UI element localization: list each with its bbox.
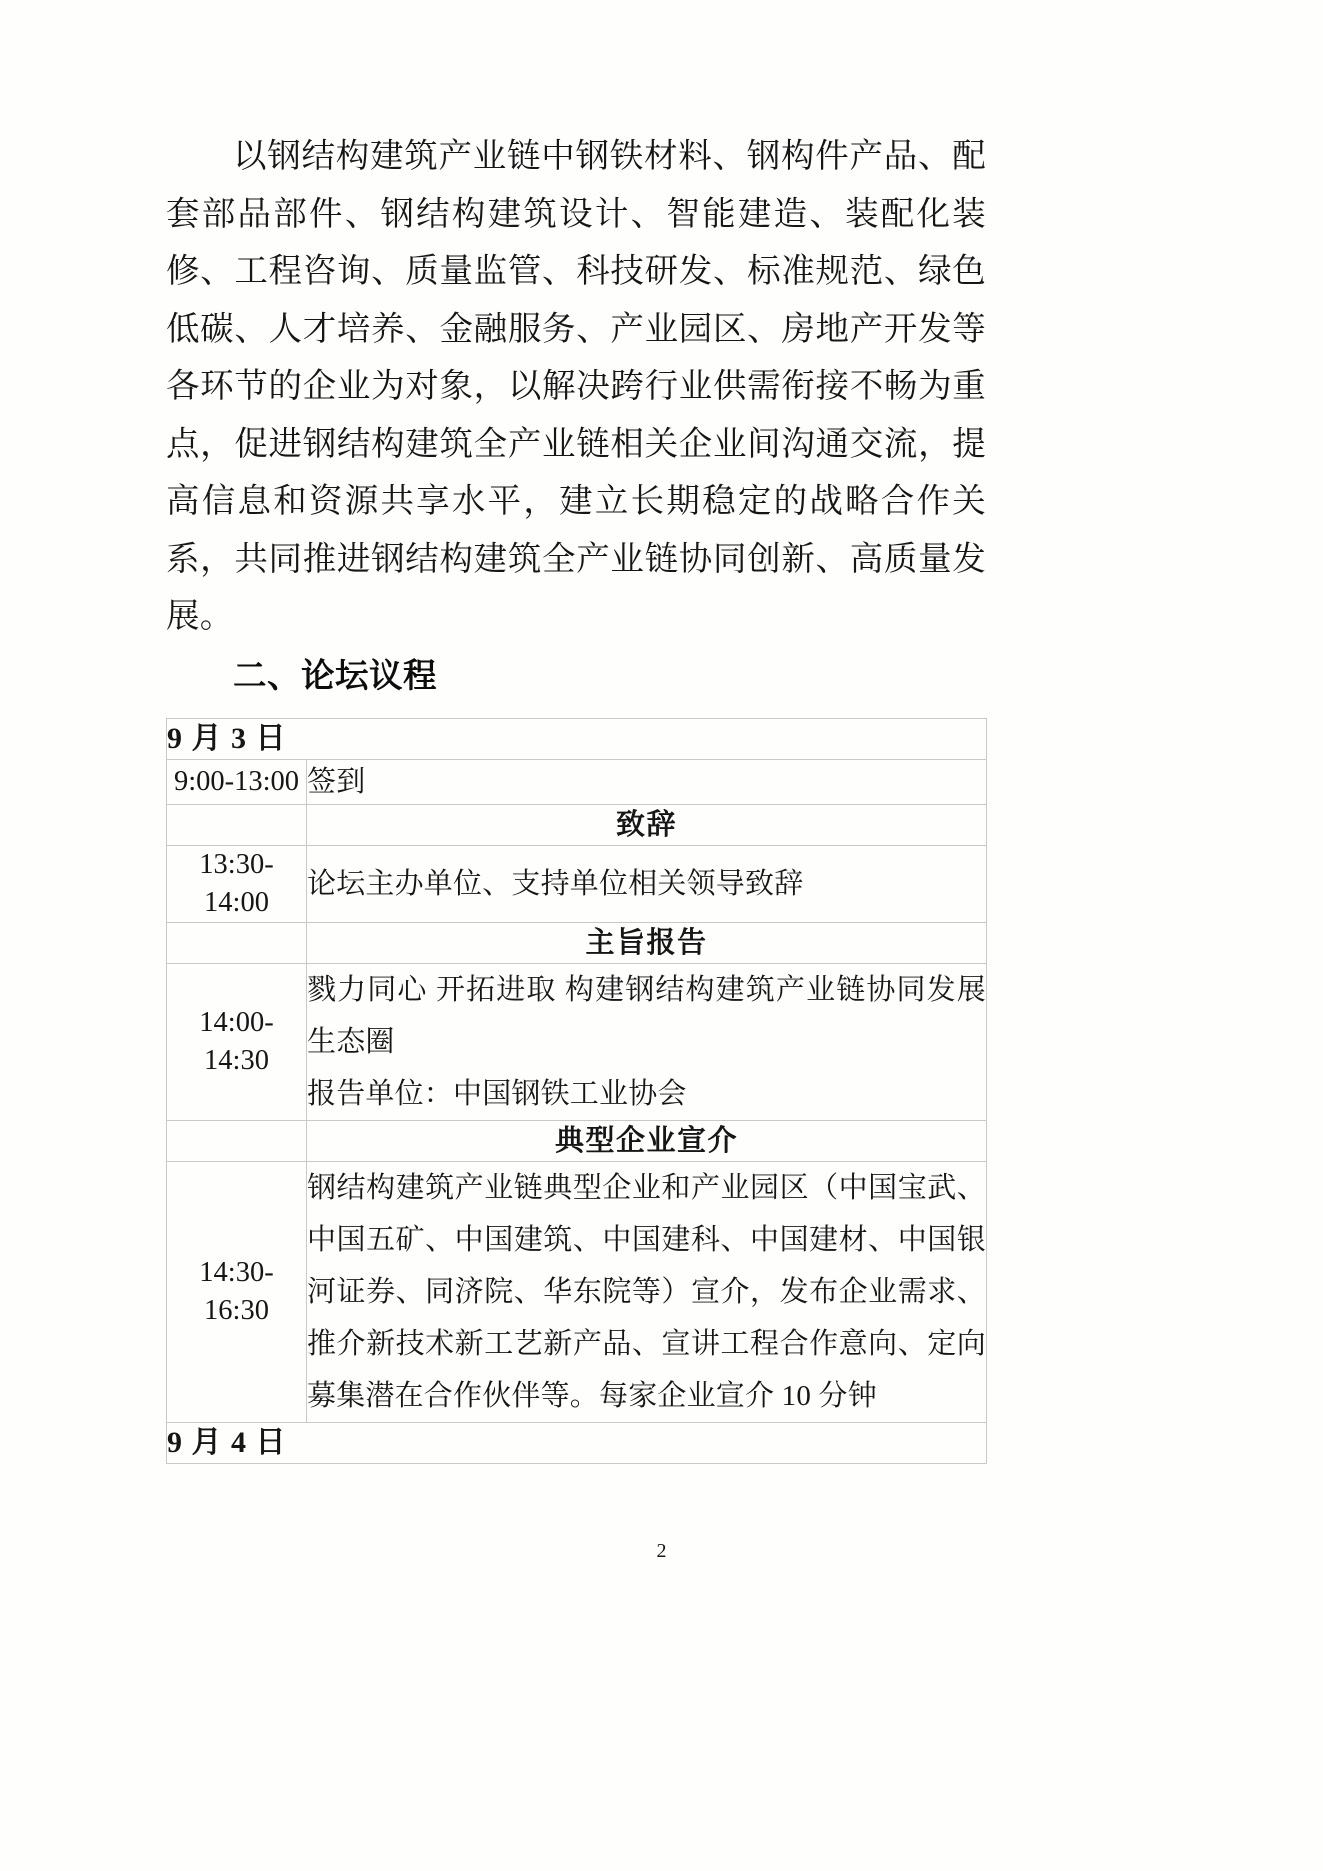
agenda-content-cell: 钢结构建筑产业链典型企业和产业园区（中国宝武、中国五矿、中国建筑、中国建科、中国建材、中国银河证券、同济院、华东院等）宣介，发布企业需求、推介新技术新工艺新产品、宣讲工程合作意向、定向募集潜在合作伙伴等。每家企业宣介 10 分钟	[307, 1161, 987, 1422]
date-header-cell: 9 月 4 日	[167, 1422, 987, 1463]
agenda-time-cell: 14:30-16:30	[167, 1161, 307, 1422]
agenda-content-cell: 签到	[307, 759, 987, 804]
table-row	[167, 845, 987, 922]
section-spacer-cell	[167, 922, 307, 963]
section-heading-agenda: 二、论坛议程	[233, 657, 437, 695]
page-number: 2	[656, 1540, 667, 1562]
table-row-date	[167, 1422, 987, 1463]
section-header-cell: 主旨报告	[307, 922, 987, 963]
section-header-cell: 致辞	[307, 804, 987, 845]
body-paragraph: 以钢结构建筑产业链中钢铁材料、钢构件产品、配套部品部件、钢结构建筑设计、智能建造、装配化装修、工程咨询、质量监管、科技研发、标准规范、绿色低碳、人才培养、金融服务、产业园区、房地产开发等各环节的企业为对象，以解决跨行业供需衔接不畅为重点，促进钢结构建筑全产业链相关企业间沟通交流，提高信息和资源共享水平，建立长期稳定的战略合作关系，共同推进钢结构建筑全产业链协同创新、高质量发展。	[166, 138, 986, 635]
agenda-time-cell: 14:00-14:30	[167, 963, 307, 1120]
section-header-cell: 典型企业宣介	[307, 1120, 987, 1161]
agenda-content-line-2: 报告单位：中国钢铁工业协会	[307, 1077, 687, 1110]
agenda-time-cell: 13:30-14:00	[167, 845, 307, 922]
agenda-time-cell: 9:00-13:00	[167, 759, 307, 804]
table-row	[167, 963, 987, 1120]
section-spacer-cell	[167, 804, 307, 845]
page-content	[166, 128, 986, 1464]
table-row-date	[167, 718, 987, 759]
table-row-section	[167, 804, 987, 845]
table-row	[167, 759, 987, 804]
section-spacer-cell	[167, 1120, 307, 1161]
agenda-table	[166, 718, 987, 1464]
table-row-section	[167, 1120, 987, 1161]
table-row-section	[167, 922, 987, 963]
agenda-content-cell: 论坛主办单位、支持单位相关领导致辞	[307, 845, 987, 922]
agenda-content-line-1: 戮力同心 开拓进取 构建钢结构建筑产业链协同发展生态圈	[307, 973, 986, 1058]
table-row	[167, 1161, 987, 1422]
date-header-cell: 9 月 3 日	[167, 718, 987, 759]
agenda-content-cell	[307, 963, 987, 1120]
